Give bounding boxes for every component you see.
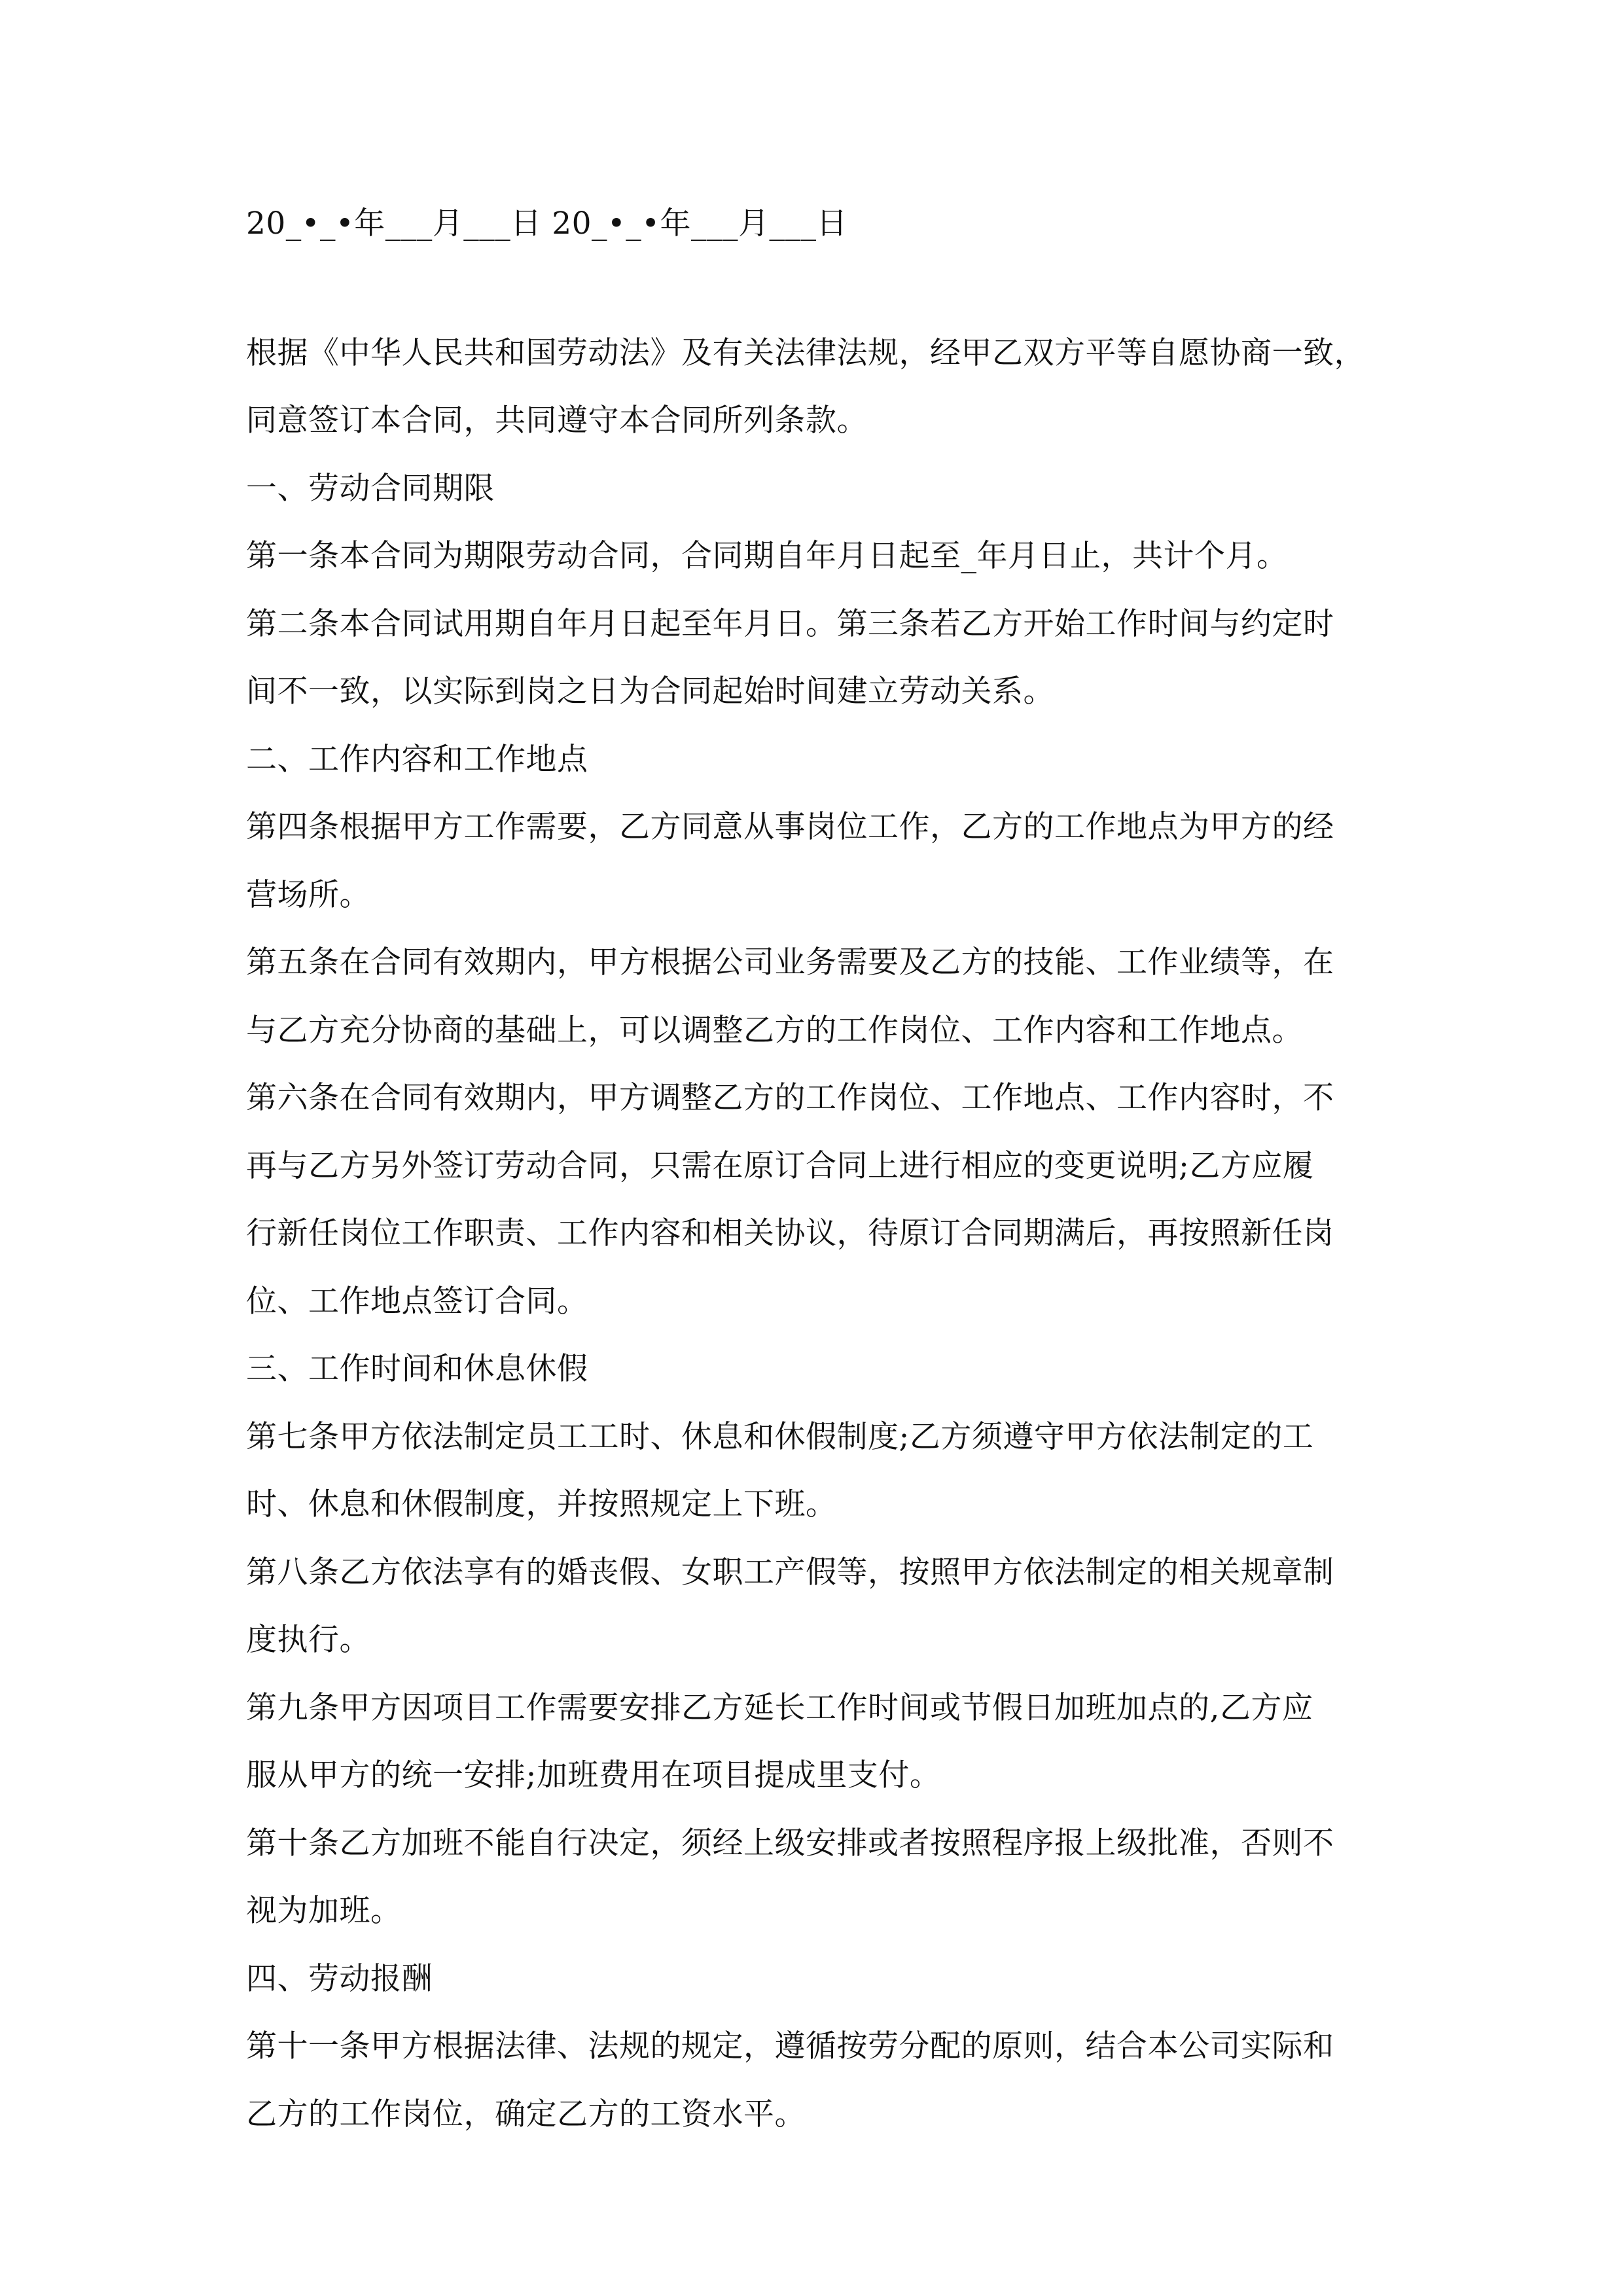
paragraph-line: 第七条甲方依法制定员工工时、休息和休假制度;乙方须遵守甲方依法制定的工 [246,1418,1314,1455]
paragraph-line: 位、工作地点签订合同。 [246,1283,588,1319]
paragraph-line: 第八条乙方依法享有的婚丧假、女职工产假等，按照甲方依法制定的相关规章制 [246,1554,1334,1590]
paragraph-line: 行新任岗位工作职责、工作内容和相关协议，待原订合同期满后，再按照新任岗 [246,1215,1334,1251]
paragraph-line: 第六条在合同有效期内，甲方调整乙方的工作岗位、工作地点、工作内容时，不 [246,1080,1334,1116]
paragraph-line: 再与乙方另外签订劳动合同，只需在原订合同上进行相应的变更说明;乙方应履 [246,1147,1314,1184]
paragraph-line: 第二条本合同试用期自年月日起至年月日。第三条若乙方开始工作时间与约定时 [246,605,1334,642]
paragraph-line: 间不一致，以实际到岗之日为合同起始时间建立劳动关系。 [246,673,1054,709]
section-heading: 三、工作时间和休息休假 [246,1351,588,1387]
paragraph-line: 第十条乙方加班不能自行决定，须经上级安排或者按照程序报上级批准，否则不 [246,1825,1334,1861]
paragraph-line: 时、休息和休假制度，并按照规定上下班。 [246,1486,837,1522]
paragraph-line: 营场所。 [246,876,370,913]
section-heading: 二、工作内容和工作地点 [246,741,588,778]
paragraph-line: 同意签订本合同，共同遵守本合同所列条款。 [246,403,868,439]
paragraph-line: 服从甲方的统一安排;加班费用在项目提成里支付。 [246,1757,941,1793]
paragraph-line: 视为加班。 [246,1893,402,1929]
paragraph-line: 第四条根据甲方工作需要，乙方同意从事岗位工作，乙方的工作地点为甲方的经 [246,809,1334,845]
paragraph-line: 第一条本合同为期限劳动合同，合同期自年月日起至_年月日止，共计个月。 [246,538,1288,574]
date-line: 20_•_•年___月___日 20_•_•年___月___日 [246,206,847,242]
paragraph-line: 度执行。 [246,1622,370,1658]
paragraph-line: 乙方的工作岗位，确定乙方的工资水平。 [246,2096,806,2132]
paragraph-line: 与乙方充分协商的基础上，可以调整乙方的工作岗位、工作内容和工作地点。 [246,1012,1303,1049]
contract-body [246,190,1398,2148]
paragraph-line: 第五条在合同有效期内，甲方根据公司业务需要及乙方的技能、工作业绩等，在 [246,944,1334,980]
section-heading: 一、劳动合同期限 [246,470,495,507]
paragraph-line: 第九条甲方因项目工作需要安排乙方延长工作时间或节假日加班加点的,乙方应 [246,1689,1313,1726]
paragraph-line: 第十一条甲方根据法律、法规的规定，遵循按劳分配的原则，结合本公司实际和 [246,2028,1334,2064]
section-heading: 四、劳动报酬 [246,1960,433,1997]
paragraph-line: 根据《中华人民共和国劳动法》及有关法律法规，经甲乙双方平等自愿协商一致， [246,334,1365,371]
